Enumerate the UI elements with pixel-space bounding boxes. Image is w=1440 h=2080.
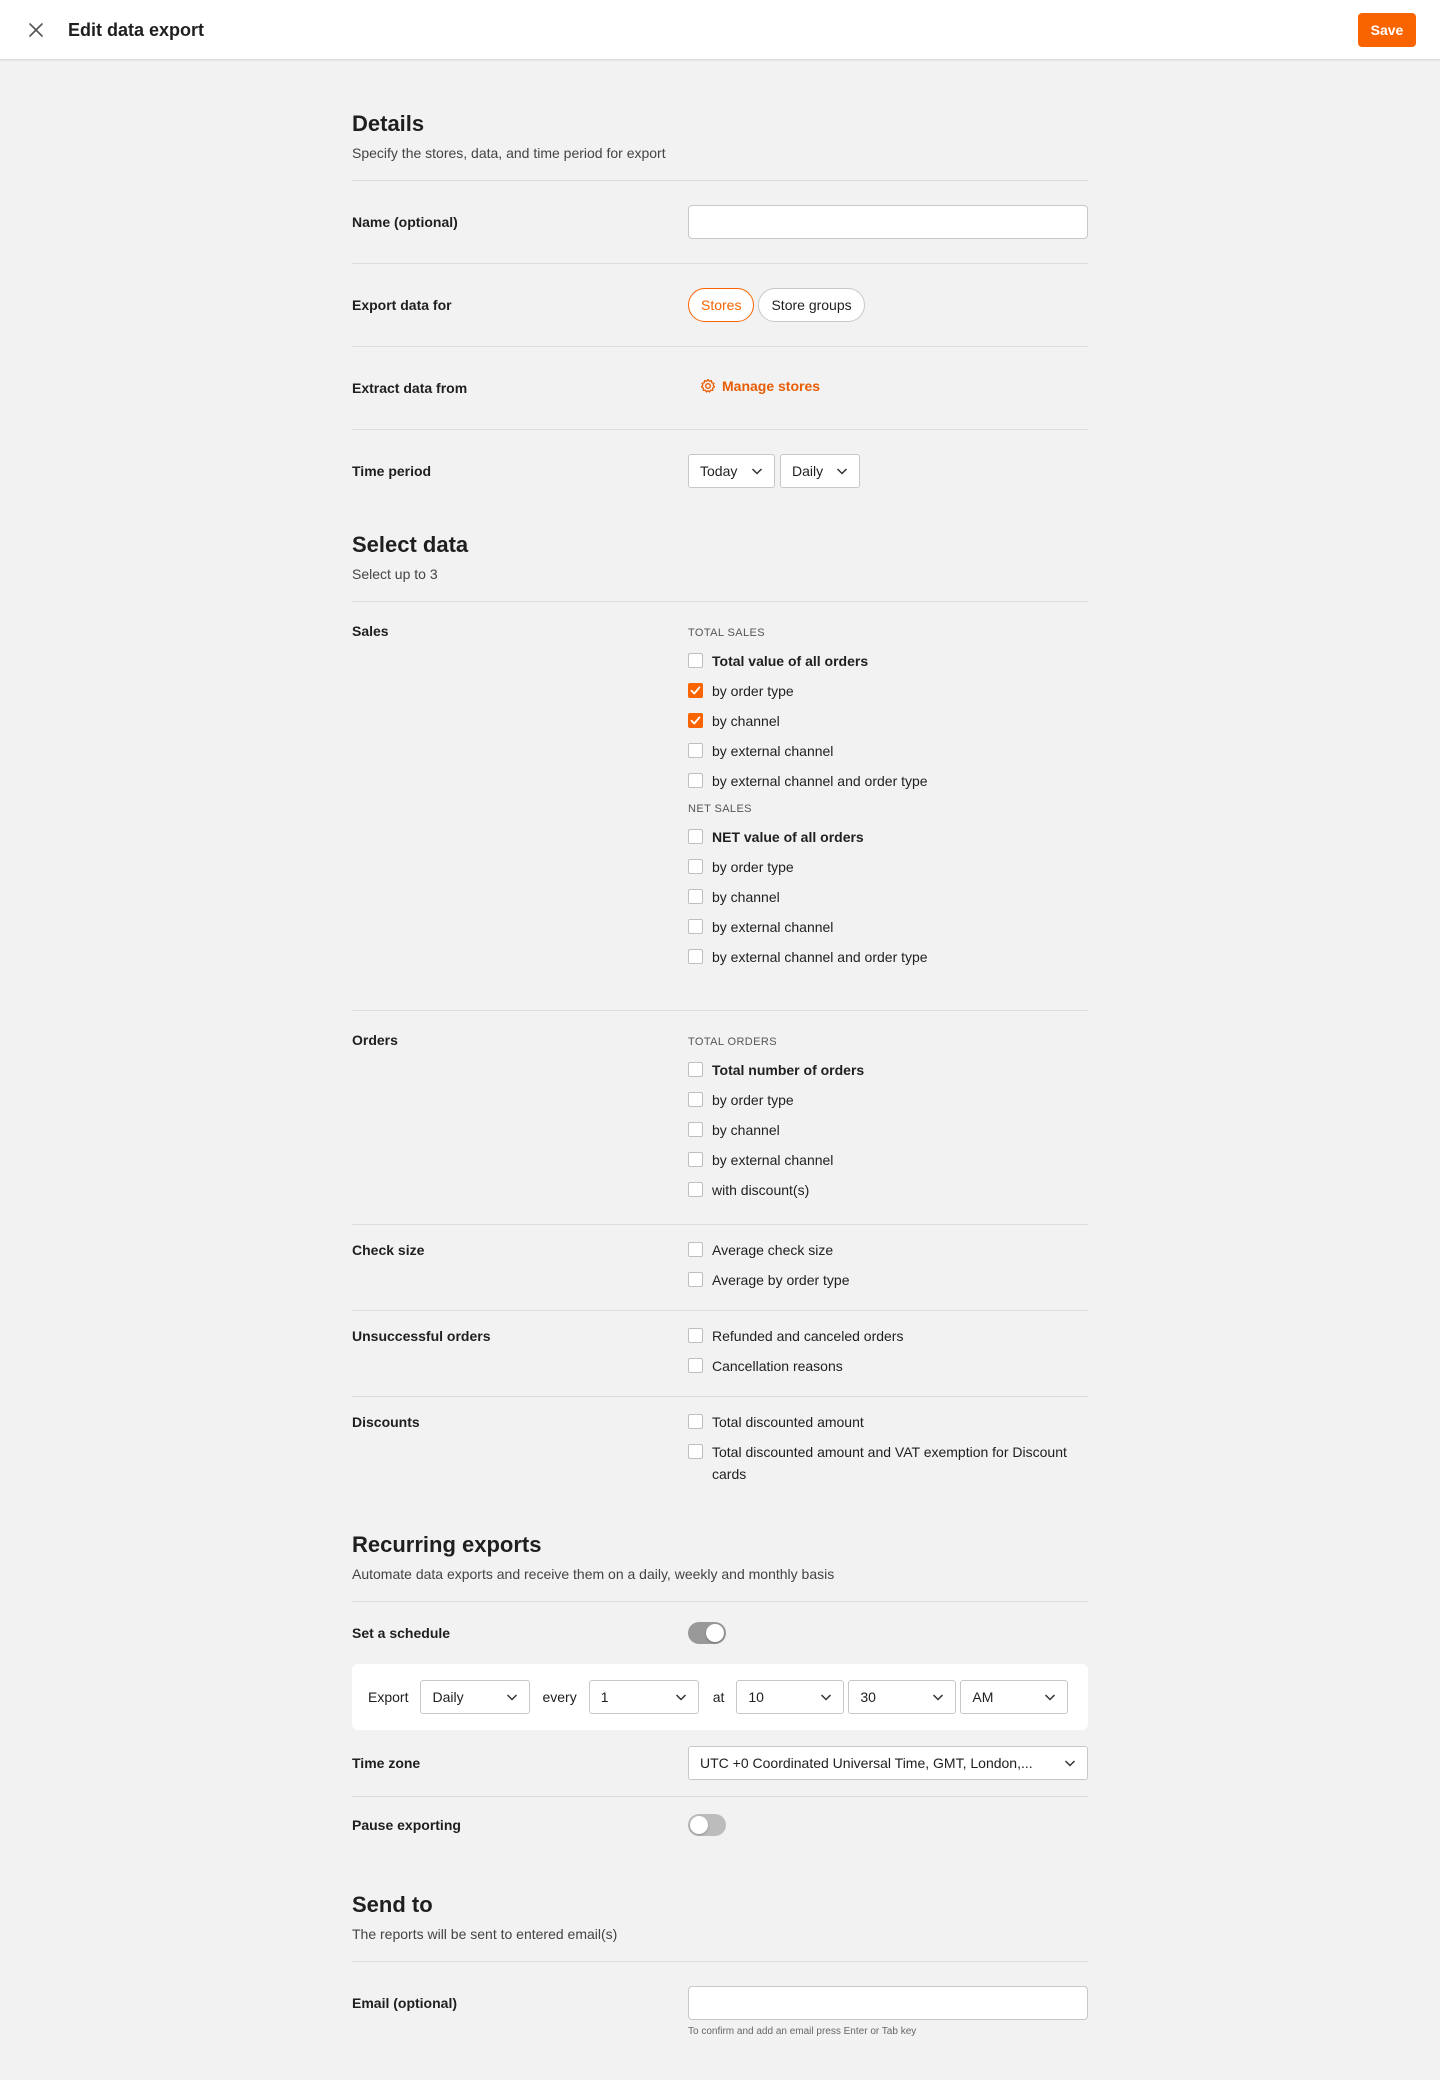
chevron-down-icon <box>819 1690 833 1704</box>
checkbox-item[interactable] <box>688 1411 1088 1433</box>
recurring-title: Recurring exports <box>352 1532 542 1557</box>
timezone-select[interactable] <box>688 1746 1088 1780</box>
chevron-down-icon <box>931 1690 945 1704</box>
checkbox[interactable] <box>688 1272 703 1287</box>
checkbox-item[interactable] <box>688 650 1088 672</box>
name-label: Name (optional) <box>352 214 458 230</box>
page-title: Edit data export <box>68 20 205 40</box>
time-period-label: Time period <box>352 463 432 479</box>
details-title: Details <box>352 111 425 136</box>
timezone-value: UTC +0 Coordinated Universal Time, GMT, London,... <box>700 1755 1033 1771</box>
checkbox-item[interactable] <box>688 1239 1088 1261</box>
toggle-knob <box>706 1624 724 1642</box>
checkmark-icon <box>690 685 701 696</box>
time-range-value: Today <box>700 463 738 479</box>
checkbox-item[interactable] <box>688 916 1088 938</box>
schedule-card <box>352 1664 1088 1730</box>
top-bar <box>0 0 1440 60</box>
checkbox-label: Total discounted amount <box>712 1414 864 1430</box>
schedule-toggle[interactable] <box>688 1622 726 1644</box>
timezone-label: Time zone <box>352 1755 421 1771</box>
checkbox[interactable] <box>688 683 703 698</box>
email-label: Email (optional) <box>352 1995 457 2011</box>
ampm-select[interactable] <box>960 1680 1068 1714</box>
checkbox[interactable] <box>688 919 703 934</box>
checkbox-item[interactable] <box>688 740 1088 762</box>
gear-icon <box>700 378 716 394</box>
email-hint: To confirm and add an email press Enter or Tab key <box>688 2026 917 2037</box>
chevron-down-icon <box>750 464 764 478</box>
checkbox-label: by channel <box>712 889 780 905</box>
toggle-knob <box>690 1816 708 1834</box>
checkbox-label: Cancellation reasons <box>712 1358 843 1374</box>
checkbox-label: by channel <box>712 713 780 729</box>
chevron-down-icon <box>1043 1690 1057 1704</box>
manage-stores-link[interactable] <box>700 378 820 394</box>
total-sales-group-label: TOTAL SALES <box>688 627 765 639</box>
chevron-down-icon <box>835 464 849 478</box>
granularity-value: Daily <box>792 463 824 479</box>
export-label: Export <box>368 1689 409 1705</box>
checkbox-label: by external channel and order type <box>712 949 928 965</box>
checkbox-label: NET value of all orders <box>712 829 864 845</box>
checkbox-label: by external channel <box>712 1152 834 1168</box>
checkbox-item[interactable] <box>688 1269 1088 1291</box>
checkbox-item[interactable] <box>688 1325 1088 1347</box>
checkbox-item[interactable] <box>688 1059 1088 1081</box>
checkbox-label: Average check size <box>712 1242 834 1258</box>
checkbox-label: by order type <box>712 1092 794 1108</box>
checkbox[interactable] <box>688 653 703 668</box>
chevron-down-icon <box>505 1690 519 1704</box>
checkbox-item[interactable] <box>688 770 1088 792</box>
checkbox-label: Total value of all orders <box>712 653 869 669</box>
hour-value: 10 <box>748 1689 764 1705</box>
time-range-select[interactable] <box>688 454 775 488</box>
checkbox-label: by channel <box>712 1122 780 1138</box>
manage-stores-label: Manage stores <box>722 378 821 394</box>
checkbox[interactable] <box>688 773 703 788</box>
pause-label: Pause exporting <box>352 1817 461 1833</box>
checkbox-item[interactable] <box>688 826 1088 848</box>
checkbox-label: by order type <box>712 683 794 699</box>
checkbox-label: Total discounted amount and VAT exemption for Discount cards <box>712 1444 1067 1482</box>
select-data-subtitle: Select up to 3 <box>352 566 438 582</box>
granularity-select[interactable] <box>780 454 860 488</box>
frequency-select[interactable] <box>420 1680 530 1714</box>
select-data-title: Select data <box>352 532 469 557</box>
checkbox[interactable] <box>688 829 703 844</box>
name-input[interactable] <box>688 205 1088 239</box>
checkbox[interactable] <box>688 949 703 964</box>
sales-label: Sales <box>352 623 389 639</box>
checkbox[interactable] <box>688 1242 703 1257</box>
total-orders-group-label: TOTAL ORDERS <box>688 1036 777 1048</box>
unsuccessful-label: Unsuccessful orders <box>352 1328 491 1344</box>
checkbox-item[interactable] <box>688 1441 1088 1485</box>
stores-pill[interactable]: Stores <box>688 288 754 322</box>
save-button[interactable]: Save <box>1358 13 1416 47</box>
store-groups-pill[interactable]: Store groups <box>758 288 864 322</box>
checkbox[interactable] <box>688 713 703 728</box>
interval-select[interactable] <box>589 1680 699 1714</box>
extract-from-label: Extract data from <box>352 380 468 396</box>
checkbox[interactable] <box>688 1062 703 1077</box>
checkbox-item[interactable] <box>688 710 1088 732</box>
checkbox-item[interactable] <box>688 886 1088 908</box>
checkmark-icon <box>690 715 701 726</box>
ampm-value: AM <box>972 1689 994 1705</box>
checkbox-label: by order type <box>712 859 794 875</box>
hour-select[interactable] <box>736 1680 844 1714</box>
send-to-title: Send to <box>352 1892 433 1917</box>
discounts-label: Discounts <box>352 1414 420 1430</box>
close-button[interactable] <box>24 18 48 42</box>
checkbox-label: Refunded and canceled orders <box>712 1328 904 1344</box>
checkbox-item[interactable] <box>688 1089 1088 1111</box>
chevron-down-icon <box>1063 1756 1077 1770</box>
checkbox[interactable] <box>688 1444 703 1459</box>
email-input[interactable] <box>688 1986 1088 2020</box>
checkbox[interactable] <box>688 1182 703 1197</box>
at-label: at <box>712 1689 725 1705</box>
every-label: every <box>542 1689 577 1705</box>
chevron-down-icon <box>674 1690 688 1704</box>
schedule-label: Set a schedule <box>352 1625 451 1641</box>
interval-value: 1 <box>600 1689 609 1705</box>
minute-select[interactable] <box>848 1680 956 1714</box>
main-content <box>352 60 1088 2037</box>
checkbox-item[interactable] <box>688 1179 1088 1201</box>
checkbox[interactable] <box>688 859 703 874</box>
checkbox-label: by external channel <box>712 743 834 759</box>
checkbox-label: Average by order type <box>712 1272 850 1288</box>
frequency-value: Daily <box>432 1689 464 1705</box>
export-for-label: Export data for <box>352 297 452 313</box>
checkbox[interactable] <box>688 889 703 904</box>
details-subtitle: Specify the stores, data, and time period for export <box>352 145 666 161</box>
checkbox-label: with discount(s) <box>712 1182 810 1198</box>
checkbox-item[interactable] <box>688 680 1088 702</box>
checkbox[interactable] <box>688 1358 703 1373</box>
checkbox[interactable] <box>688 1092 703 1107</box>
recurring-subtitle: Automate data exports and receive them on a daily, weekly and monthly basis <box>352 1566 835 1582</box>
close-icon <box>29 23 43 37</box>
send-to-subtitle: The reports will be sent to entered email(s) <box>352 1926 618 1942</box>
checkbox-item[interactable] <box>688 1119 1088 1141</box>
checkbox[interactable] <box>688 1414 703 1429</box>
check-size-label: Check size <box>352 1242 425 1258</box>
checkbox-label: Total number of orders <box>712 1062 865 1078</box>
orders-label: Orders <box>352 1032 398 1048</box>
pause-toggle[interactable] <box>688 1814 726 1836</box>
checkbox-item[interactable] <box>688 856 1088 878</box>
checkbox-label: by external channel and order type <box>712 773 928 789</box>
net-sales-group-label: NET SALES <box>688 803 752 815</box>
checkbox[interactable] <box>688 1122 703 1137</box>
checkbox-item[interactable] <box>688 1355 1088 1377</box>
checkbox[interactable] <box>688 743 703 758</box>
checkbox-item[interactable] <box>688 1149 1088 1171</box>
checkbox[interactable] <box>688 1328 703 1343</box>
minute-value: 30 <box>860 1689 876 1705</box>
checkbox-label: by external channel <box>712 919 834 935</box>
checkbox[interactable] <box>688 1152 703 1167</box>
checkbox-item[interactable] <box>688 946 1088 968</box>
